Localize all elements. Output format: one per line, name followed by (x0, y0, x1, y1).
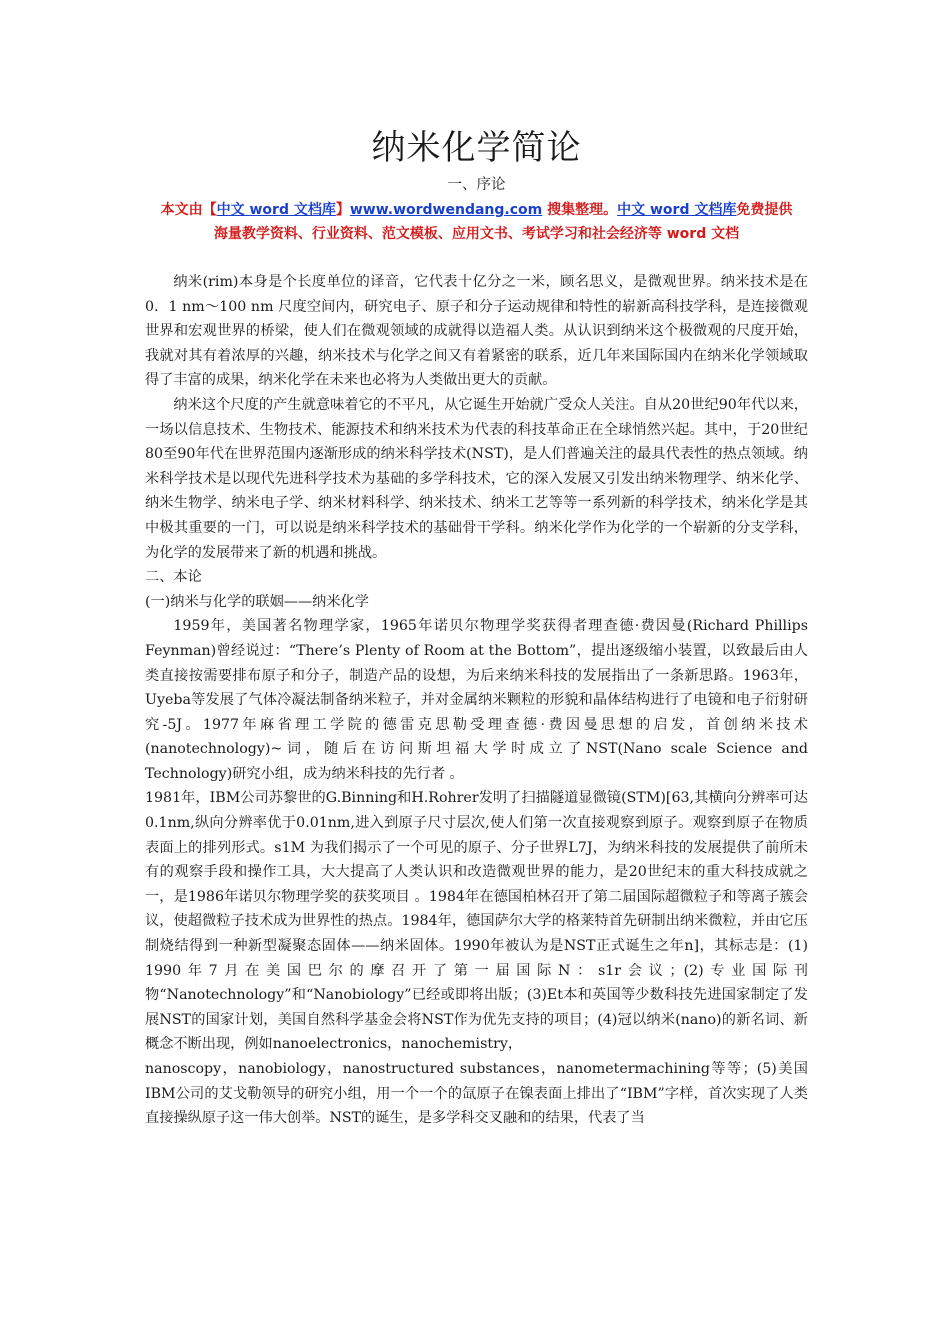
document-body (145, 270, 808, 1131)
paragraph: 纳米(rim)本身是个长度单位的译音，它代表十亿分之一米，顾名思义，是微观世界。纳米技术是在0．1 nm～100 nm 尺度空间内，研究电子、原子和分子运动规律和特性的崭新高科技学科，是连接微观世界和宏观世界的桥梁，使人们在微观领域的成就得以造福人类。从认识到纳米这个极微观的尺度开始，我就对其有着浓厚的兴趣，纳米技术与化学之间又有着紧密的联系，近几年来国际国内在纳米化学领域取得了丰富的成果，纳米化学在未来也必将为人类做出更大的贡献。 (145, 274, 808, 389)
paragraph: nanoscopy，nanobiology，nanostructured substances，nanometermachining等等；(5)美国IBM公司的艾戈勒领导的研究小组，用一个一个的氙原子在镍表面上排出了“IBM”字样，首次实现了人类直接操纵原子这一伟大创举。NST的诞生，是多学科交叉融和的结果，代表了当 (145, 1061, 808, 1127)
promo-line-2: 海量教学资料、行业资料、范文模板、应用文书、考试学习和社会经济等 word 文档 (213, 226, 740, 242)
promo-link-library-2[interactable]: 中文 word 文档库 (617, 202, 737, 218)
paragraph: 纳米这个尺度的产生就意味着它的不平凡，从它诞生开始就广受众人关注。自从20世纪90年代以来，一场以信息技术、生物技术、能源技术和纳米技术为代表的科技革命正在全球悄然兴起。其中，于20世纪80至90年代在世界范围内逐渐形成的纳米科学技术(NST)，是人们普遍关注的最具代表性的热点领域。纳米科学技术是以现代先进科学技术为基础的多学科技术，它的深入发展又引发出纳米物理学、纳米化学、纳米生物学、纳米电子学、纳米材料科学、纳米技术、纳米工艺等等一系列新的科学技术，纳米化学是其中极其重要的一门，可以说是纳米科学技术的基础骨干学科。纳米化学作为化学的一个崭新的分支学科，为化学的发展带来了新的机遇和挑战。 (145, 396, 808, 561)
promo-text: 本文由【 (160, 202, 217, 218)
promo-link-library[interactable]: 中文 word 文档库 (216, 202, 336, 218)
promo-text: 搜集整理。 (542, 202, 618, 218)
paragraph: 1981年，IBM公司苏黎世的G.Binning和H.Rohrer发明了扫描隧道显微镜(STM)[63,其横向分辨率可达0.1nm,纵向分辨率优于0.01nm,进入到原子尺寸层次,使人们第一次直接观察到原子。观察到原子在物质表面上的排列形式。s1M 为我们揭示了一个可见的原子、分子世界L7J，为纳米科技的发展提供了前所未有的观察手段和操作工具，大大提高了人类认识和改造微观世界的能力，是20世纪末的重大科技成就之一，是1986年诺贝尔物理学奖的获奖项目 。1984年在德国柏林召开了第二届国际超微粒子和等离子簇会议，使超微粒子技术成为世界性的热点。1984年，德国萨尔大学的格莱特首先研制出纳米微粒，并由它压制烧结得到一种新型凝聚态固体——纳米固体。1990年被认为是NST正式诞生之年n]，其标志是：(1) 1990年7月在美国巴尔的摩召开了第一届国际N：s1r会议；(2)专业国际刊物“Nanotechnology”和“Nanobiology”已经或即将出版；(3)Et本和英国等少数科技先进国家制定了发展NST的国家计划，美国自然科学基金会将NST作为优先支持的项目；(4)冠以纳米(nano)的新名词、新概念不断出现，例如nanoelectronics，nanochemistry， (145, 790, 808, 1053)
promo-line-1 (145, 198, 808, 222)
section-heading-intro: 一、序论 (447, 177, 506, 193)
document-title: 纳米化学简论 (371, 128, 582, 168)
promo-link-website[interactable]: www.wordwendang.com (349, 202, 543, 218)
promo-banner (145, 198, 808, 246)
subsection-heading: (一)纳米与化学的联姻——纳米化学 (145, 593, 369, 610)
section-heading-main: 二、本论 (145, 569, 202, 586)
promo-text: 免费提供 (736, 202, 793, 218)
promo-text: 】 (335, 202, 350, 218)
paragraph: 1959年，美国著名物理学家，1965年诺贝尔物理学奖获得者理查德·费因曼(Richard Phillips Feynman)曾经说过：“There’s Plenty of Room at the Bottom”，提出逐级缩小装置，以致最后由人类直接按需要排布原子和分子，制造产品的设想，为后来纳米科技的发展指出了一条新思路。1963年，Uyeba等发展了气体冷凝法制备纳米粒子，并对金属纳米颗粒的形貌和晶体结构进行了电镜和电子衍射研究-5J。1977年麻省理工学院的德雷克思勒受理查德·费因曼思想的启发，首创纳米技术 (nanotechnology)~词，随后在访问斯坦福大学时成立了NST(Nano scale Science and Technology)研究小组，成为纳米科技的先行者 。 (145, 618, 808, 782)
